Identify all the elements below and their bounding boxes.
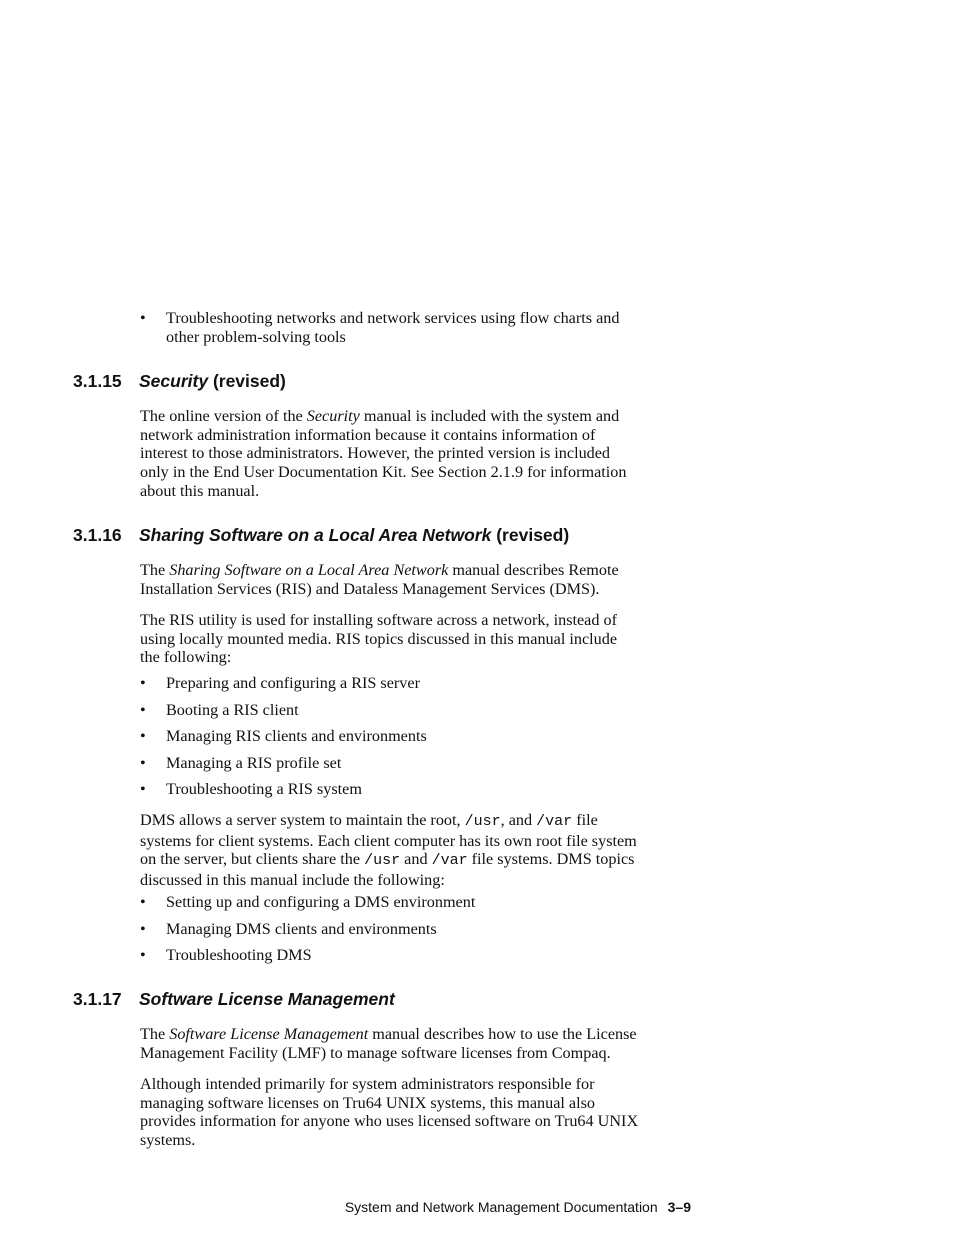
- section-title: Sharing Software on a Local Area Network: [139, 525, 492, 545]
- list-item: • Managing RIS clients and environments: [140, 727, 427, 745]
- footer-title: System and Network Management Documentation: [344, 1199, 658, 1215]
- section-suffix: (revised): [212, 371, 286, 391]
- page-number: 3–9: [667, 1199, 691, 1215]
- paragraph: Although intended primarily for system administrators responsible for managing software licenses on Tru64 UNIX systems, this manual also provides information for anyone who uses licensed software on Tru64 UNIX systems.: [140, 1075, 639, 1150]
- list-item-text: Troubleshooting networks and network services using flow charts and other problem-solving tools: [166, 309, 620, 346]
- section-number: 3.1.15: [73, 371, 122, 391]
- list-item: • Booting a RIS client: [140, 701, 299, 719]
- paragraph: The Sharing Software on a Local Area Network manual describes Remote Installation Services (RIS) and Dataless Management Services (DMS).: [140, 561, 619, 598]
- path-usr: /usr: [464, 813, 501, 830]
- section-number: 3.1.17: [73, 989, 122, 1009]
- section-title: Software License Management: [139, 989, 395, 1009]
- bullet-glyph: •: [140, 309, 146, 327]
- list-item: • Managing a RIS profile set: [140, 754, 342, 772]
- list-item: • Setting up and configuring a DMS environment: [140, 893, 476, 911]
- list-item: [140, 309, 700, 346]
- list-item: • Troubleshooting a RIS system: [140, 780, 362, 798]
- path-var: /var: [431, 852, 468, 870]
- section-heading-security: [73, 371, 286, 391]
- list-item: • Managing DMS clients and environments: [140, 920, 437, 938]
- section-title: Security: [139, 371, 209, 391]
- paragraph: The Software License Management manual describes how to use the License Management Facility (LMF) to manage software licenses from Compaq.: [140, 1025, 637, 1062]
- path-var: /var: [536, 813, 573, 830]
- page-footer: [345, 1199, 691, 1215]
- section-heading-sharing-software: [73, 525, 569, 545]
- section-suffix: (revised): [496, 525, 570, 545]
- paragraph: The RIS utility is used for installing software across a network, instead of using locally mounted media. RIS topics discussed in this manual include the following:: [140, 611, 618, 667]
- section-number: 3.1.16: [73, 525, 122, 545]
- paragraph: DMS allows a server system to maintain the root, /usr, and /var file systems for client systems. Each client computer has its own root file system on the server, but clients share the /usr and /var file systems. DMS topics discussed in this manual include the following:: [140, 811, 637, 890]
- list-item: • Troubleshooting DMS: [140, 946, 312, 964]
- list-item: • Preparing and configuring a RIS server: [140, 674, 420, 692]
- paragraph: The online version of the Security manual is included with the system and network administration information because it contains information of interest to those administrators. However, the printed version is included only in the End User Documentation Kit. See Section 2.1.9 for information about this manual.: [140, 407, 627, 500]
- section-heading-software-license: [73, 989, 395, 1009]
- path-usr: /usr: [364, 852, 401, 870]
